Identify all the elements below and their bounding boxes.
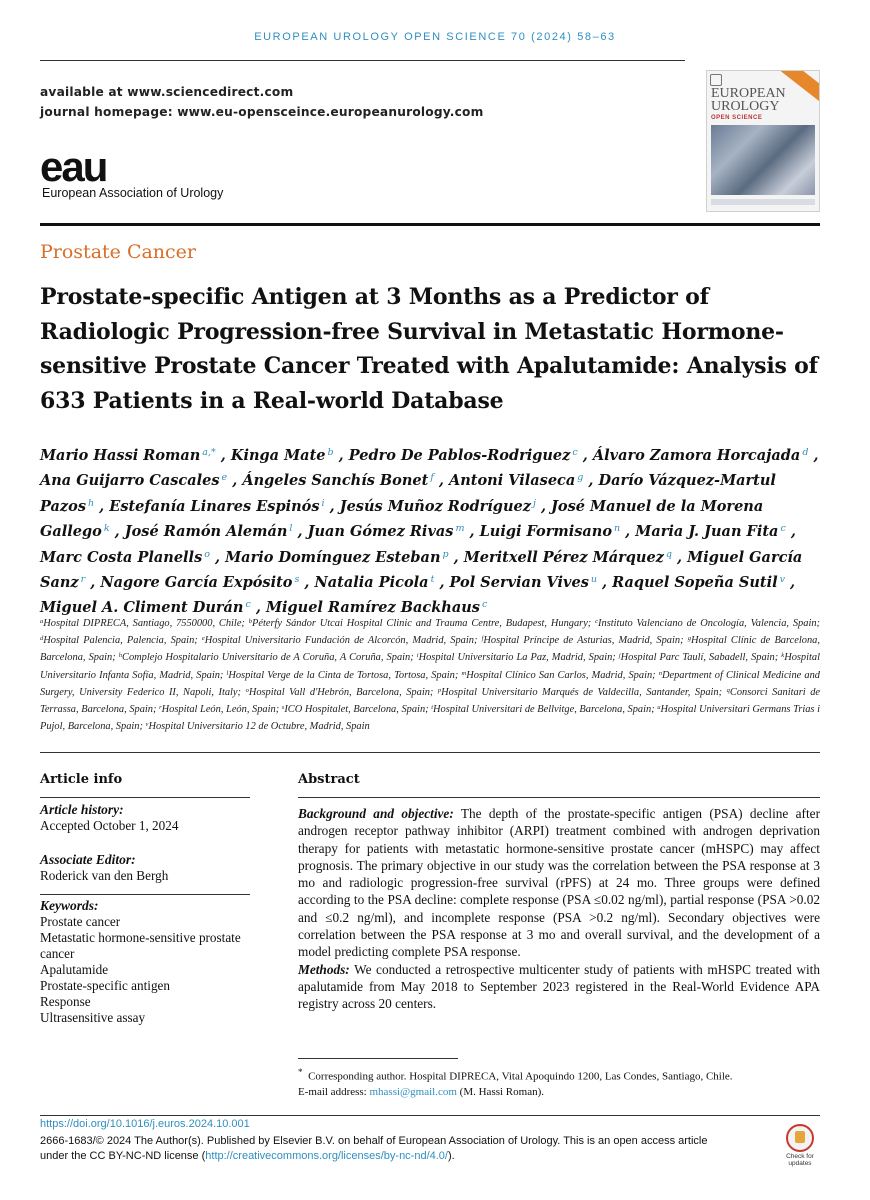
license-link[interactable]: http://creativecommons.org/licenses/by-nc-nd/4.0/	[205, 1150, 448, 1162]
keywords-list	[40, 914, 250, 1026]
affiliation: $^m$Hospital Clínico San Carlos, Madrid, Spain;	[461, 669, 656, 681]
author[interactable]: Mario Domínguez Esteban $^p$	[225, 548, 449, 566]
author[interactable]: Nagore García Expósito $^s$	[100, 574, 300, 592]
affiliation: $^q$Consorci Sanitari de Terrassa, Barcelona, Spain;	[40, 686, 821, 716]
affiliation: $^j$Hospital Parc Taulí, Sabadell, Spain;	[618, 652, 779, 664]
author-list: Mario Hassi Roman $^{a,*}$ , Kinga Mate $^b$ , Pedro De Pablos-Rodriguez $^c$ , Álvaro Zamora Horcajada $^d$ , Ana Guijarro Cascales $^e$ , Ángeles Sanchís Bonet $^f$ , Antoni Vilaseca $^g$ , Darío Vázquez-Martul Pazos $^h$ , Estefanía Linares Espinós $^i$ , Jesús Muñoz Rodríguez $^j$ , José Manuel de la Morena Gallego $^k$ , José Ramón Alemán $^l$ , Juan Gómez Rivas $^m$ , Luigi Formisano $^n$ , Maria J. Juan Fita $^c$ , Marc Costa Planells $^o$ , Mario Domínguez Esteban $^p$ , Meritxell Pérez Márquez $^q$ , Miguel García Sanz $^r$ , Nagore García Expósito $^s$ , Natalia Picola $^t$ , Pol Servian Vives $^u$ , Raquel Sopeña Sutil $^v$ , Miguel A. Climent Durán $^c$ , Miguel Ramírez Backhaus $^c$	[40, 447, 819, 617]
keyword: Prostate-specific antigen	[40, 978, 170, 993]
author[interactable]: Natalia Picola $^t$	[314, 574, 435, 592]
author[interactable]: Álvaro Zamora Horcajada $^d$	[592, 447, 809, 464]
keyword: Ultrasensitive assay	[40, 1010, 146, 1025]
affiliation: $^i$Hospital Universitario La Paz, Madrid, Spain;	[416, 652, 616, 664]
author[interactable]: Antoni Vilaseca $^g$	[449, 472, 584, 490]
affiliation: $^b$Péterfy Sándor Utcai Hospital Clinic and Trauma Centre, Budapest, Hungary;	[248, 618, 592, 629]
eau-org-name: European Association of Urology	[42, 186, 224, 200]
section-label: Prostate Cancer	[40, 241, 197, 263]
affiliation: $^e$Hospital Universitario Fundación de Alcorcón, Madrid, Spain;	[201, 635, 478, 647]
journal-header: EUROPEAN UROLOGY OPEN SCIENCE 70 (2024) 58–63	[254, 31, 616, 43]
author-affiliation-marker[interactable]: v	[779, 574, 785, 586]
author-affiliation-marker[interactable]: u	[590, 574, 597, 586]
keywords-label: Keywords:	[40, 898, 99, 913]
abstract-heading: Abstract	[298, 772, 360, 787]
author-affiliation-marker[interactable]: b	[327, 447, 334, 458]
keywords-block	[40, 898, 250, 1026]
author-affiliation-marker[interactable]: c	[572, 447, 578, 458]
corresponding-author: * Corresponding author. Hospital DIPRECA, Vital Apoquindo 1200, Las Condes, Santiago, Chile.	[298, 1067, 733, 1083]
article-history	[40, 802, 250, 834]
author[interactable]: José Manuel de la Morena Gallego $^k$	[40, 497, 764, 541]
associate-editor-label: Associate Editor:	[40, 852, 136, 867]
author-affiliation-marker[interactable]: t	[430, 574, 435, 586]
cover-corner-ribbon	[780, 70, 820, 104]
sciencedirect-link[interactable]: available at www.sciencedirect.com	[40, 85, 294, 99]
check-updates-label: Check for updates	[786, 1153, 814, 1167]
cover-footer-bar	[711, 199, 815, 205]
main-rule	[40, 223, 820, 226]
affiliations	[40, 614, 820, 734]
keyword: Prostate cancer	[40, 914, 121, 929]
author[interactable]: Miguel Ramírez Backhaus $^c$	[265, 599, 488, 617]
author-affiliation-marker[interactable]: m	[455, 523, 465, 535]
author-affiliation-marker[interactable]: r	[80, 574, 86, 586]
footer-rule	[40, 1115, 820, 1116]
author[interactable]: Raquel Sopeña Sutil $^v$	[612, 574, 785, 592]
article-info-rule	[40, 797, 250, 798]
article-title: Prostate-specific Antigen at 3 Months as a Predictor of Radiologic Progression-free Survival in Metastatic Hormone-sensitive Prostate Cancer Treated with Apalutamide: Analysis of 633 Patients in a Real-world Database	[40, 284, 818, 414]
cover-subtitle: OPEN SCIENCE	[711, 115, 763, 121]
affiliation: $^c$Instituto Valenciano de Oncología, Valencia, Spain;	[595, 618, 820, 629]
author[interactable]: Jesús Muñoz Rodríguez $^j$	[339, 497, 536, 515]
author[interactable]: Juan Gómez Rivas $^m$	[307, 523, 465, 541]
article-info-column	[40, 772, 250, 1026]
author-affiliation-marker[interactable]: c	[245, 599, 251, 611]
affiliation: $^s$ICO Hospitalet, Barcelona, Spain;	[281, 704, 429, 716]
check-updates-icon	[786, 1124, 814, 1152]
affiliation: $^f$Hospital Príncipe de Asturias, Madrid, Spain;	[481, 635, 684, 647]
email-link[interactable]: mhassi@gmail.com	[369, 1085, 457, 1098]
article-history-label: Article history:	[40, 802, 124, 817]
author[interactable]: Estefanía Linares Espinós $^i$	[109, 497, 325, 515]
associate-editor-value: Roderick van den Bergh	[40, 868, 169, 883]
background-label: Background and objective:	[298, 806, 454, 821]
elsevier-tree-icon	[710, 74, 722, 86]
author-affiliation-marker[interactable]: i	[321, 497, 325, 509]
availability-block	[40, 82, 484, 122]
affiliation: $^k$Hospital Universitario Infanta Sofía, Madrid, Spain;	[40, 652, 820, 681]
eau-logo-text: eau	[40, 147, 107, 187]
affiliation: $^p$Hospital Universitario Marqués de Valdecilla, Santander, Spain;	[437, 686, 723, 698]
affiliation: $^a$Hospital DIPRECA, Santiago, 7550000, Chile;	[40, 618, 245, 629]
author[interactable]: José Ramón Alemán $^l$	[124, 523, 293, 541]
affiliation: $^h$Complejo Hospitalario Universitario de A Coruña, A Coruña, Spain;	[118, 652, 414, 664]
keyword: Response	[40, 994, 91, 1009]
author[interactable]: Luigi Formisano $^n$	[479, 523, 621, 541]
abstract-text	[298, 805, 820, 1013]
affiliation: $^n$Department of Clinical Medicine and Surgery, University Federico II, Napoli, Italy;	[40, 669, 820, 698]
eau-logo-icon	[40, 147, 140, 187]
author-affiliation-marker[interactable]: j	[532, 497, 536, 509]
affiliation: $^g$Hospital Clínic de Barcelona, Barcelona, Spain;	[40, 635, 820, 664]
author-affiliation-marker[interactable]: d	[802, 447, 809, 458]
author-affiliation-marker[interactable]: h	[87, 497, 95, 509]
email-line: E-mail address: mhassi@gmail.com (M. Hassi Roman).	[298, 1085, 544, 1098]
author-affiliation-marker[interactable]: p	[442, 548, 449, 560]
cover-title: EUROPEAN UROLOGY	[711, 86, 786, 114]
author[interactable]: Pedro De Pablos-Rodriguez $^c$	[348, 447, 578, 464]
author[interactable]: Mario Hassi Roman $^{a,*}$	[40, 447, 216, 464]
article-info-heading: Article info	[40, 772, 123, 787]
author-affiliation-marker[interactable]: l	[289, 523, 293, 535]
affiliation: $^u$Hospital Universitari Germans Trias i Pujol, Barcelona, Spain;	[40, 704, 820, 733]
background-text: The depth of the prostate-specific antigen (PSA) decline after androgen receptor pathway inhibitor (ARPI) treatment combined with androgen deprivation therapy for patients with metastatic hormone-sensitive prostate cancer (mHSPC) may affect prognosis. The primary objective in our study was the correlation between the PSA response at 3 mo and radiologic progression-free survival (rPFS) at 24 mo. Three groups were defined according to the PSA decline: complete response (PSA ≤0.02 ng/ml), partial response (PSA >0.02 and ≤0.2 ng/ml), and incomplete response (PSA >0.2 ng/ml). Secondary objectives were correlation between the PSA response at 3 mo and overall survival, and the development of a model predicting complete PSA response.	[298, 806, 821, 960]
author-affiliation-marker[interactable]: k	[103, 523, 110, 535]
article-history-value: Accepted October 1, 2024	[40, 818, 179, 833]
affiliations-rule	[40, 752, 820, 753]
author[interactable]: Maria J. Juan Fita $^c$	[635, 523, 786, 541]
author[interactable]: Miguel A. Climent Durán $^c$	[40, 599, 251, 617]
journal-cover	[706, 70, 820, 212]
doi-link[interactable]: https://doi.org/10.1016/j.euros.2024.10.001	[40, 1118, 250, 1130]
author-affiliation-marker[interactable]: c	[780, 523, 786, 535]
author-affiliation-marker[interactable]: c	[481, 599, 488, 611]
keyword: Metastatic hormone-sensitive prostate cancer	[40, 930, 241, 961]
author-affiliation-marker[interactable]: e	[221, 472, 228, 484]
author[interactable]: Ángeles Sanchís Bonet $^f$	[242, 472, 434, 490]
author[interactable]: Ana Guijarro Cascales $^e$	[40, 472, 228, 490]
affiliation: $^r$Hospital León, León, Spain;	[159, 704, 280, 716]
author[interactable]: Marc Costa Planells $^o$	[40, 548, 210, 566]
copyright-notice: 2666-1683/© 2024 The Author(s). Published by Elsevier B.V. on behalf of European Association of Urology. This is an open access article under the CC BY-NC-ND license (http://creativecommons.org/licenses/by-nc-nd/4.0/).	[40, 1135, 708, 1162]
associate-editor	[40, 852, 250, 884]
author-affiliation-marker[interactable]: o	[204, 548, 210, 560]
methods-label: Methods:	[298, 961, 350, 977]
abstract-rule	[298, 797, 820, 798]
author-affiliation-marker[interactable]: s	[294, 574, 300, 586]
author-affiliation-marker[interactable]: n	[614, 523, 621, 535]
author-affiliation-marker[interactable]: a,*	[202, 447, 216, 458]
affiliation: $^t$Hospital Universitari de Bellvitge, Barcelona, Spain;	[431, 704, 655, 716]
author[interactable]: Kinga Mate $^b$	[230, 447, 334, 464]
author-affiliation-marker[interactable]: f	[430, 472, 434, 484]
keywords-rule	[40, 894, 250, 895]
cover-image	[711, 125, 815, 195]
author-affiliation-marker[interactable]: q	[665, 548, 672, 560]
author[interactable]: Darío Vázquez-Martul Pazos $^h$	[40, 472, 776, 515]
check-for-updates-button[interactable]	[782, 1124, 818, 1167]
affiliation: $^l$Hospital Verge de la Cinta de Tortosa, Tortosa, Spain;	[226, 669, 459, 681]
header-rule	[40, 60, 685, 61]
keyword: Apalutamide	[40, 962, 109, 977]
footnote	[298, 1065, 818, 1100]
affiliation: $^d$Hospital Palencia, Palencia, Spain;	[40, 635, 198, 647]
affiliation: $^o$Hospital Vall d'Hebrón, Barcelona, Spain;	[245, 686, 434, 698]
author[interactable]: Pol Servian Vives $^u$	[449, 574, 597, 592]
author-affiliation-marker[interactable]: g	[577, 472, 584, 484]
author[interactable]: Miguel García Sanz $^r$	[40, 548, 803, 592]
abstract-column	[298, 772, 820, 1013]
footnote-rule	[298, 1058, 458, 1059]
author[interactable]: Meritxell Pérez Márquez $^q$	[463, 548, 672, 566]
affiliation: $^v$Hospital Universitario 12 de Octubre, Madrid, Spain	[145, 721, 370, 733]
journal-homepage-link[interactable]: journal homepage: www.eu-opensceince.europeanurology.com	[40, 105, 484, 119]
methods-text: We conducted a retrospective multicenter study of patients with mHSPC treated with apalutamide from May 2018 to September 2023 registered in the Real-World Evidence APA registry across 20 centers.	[298, 961, 820, 1012]
